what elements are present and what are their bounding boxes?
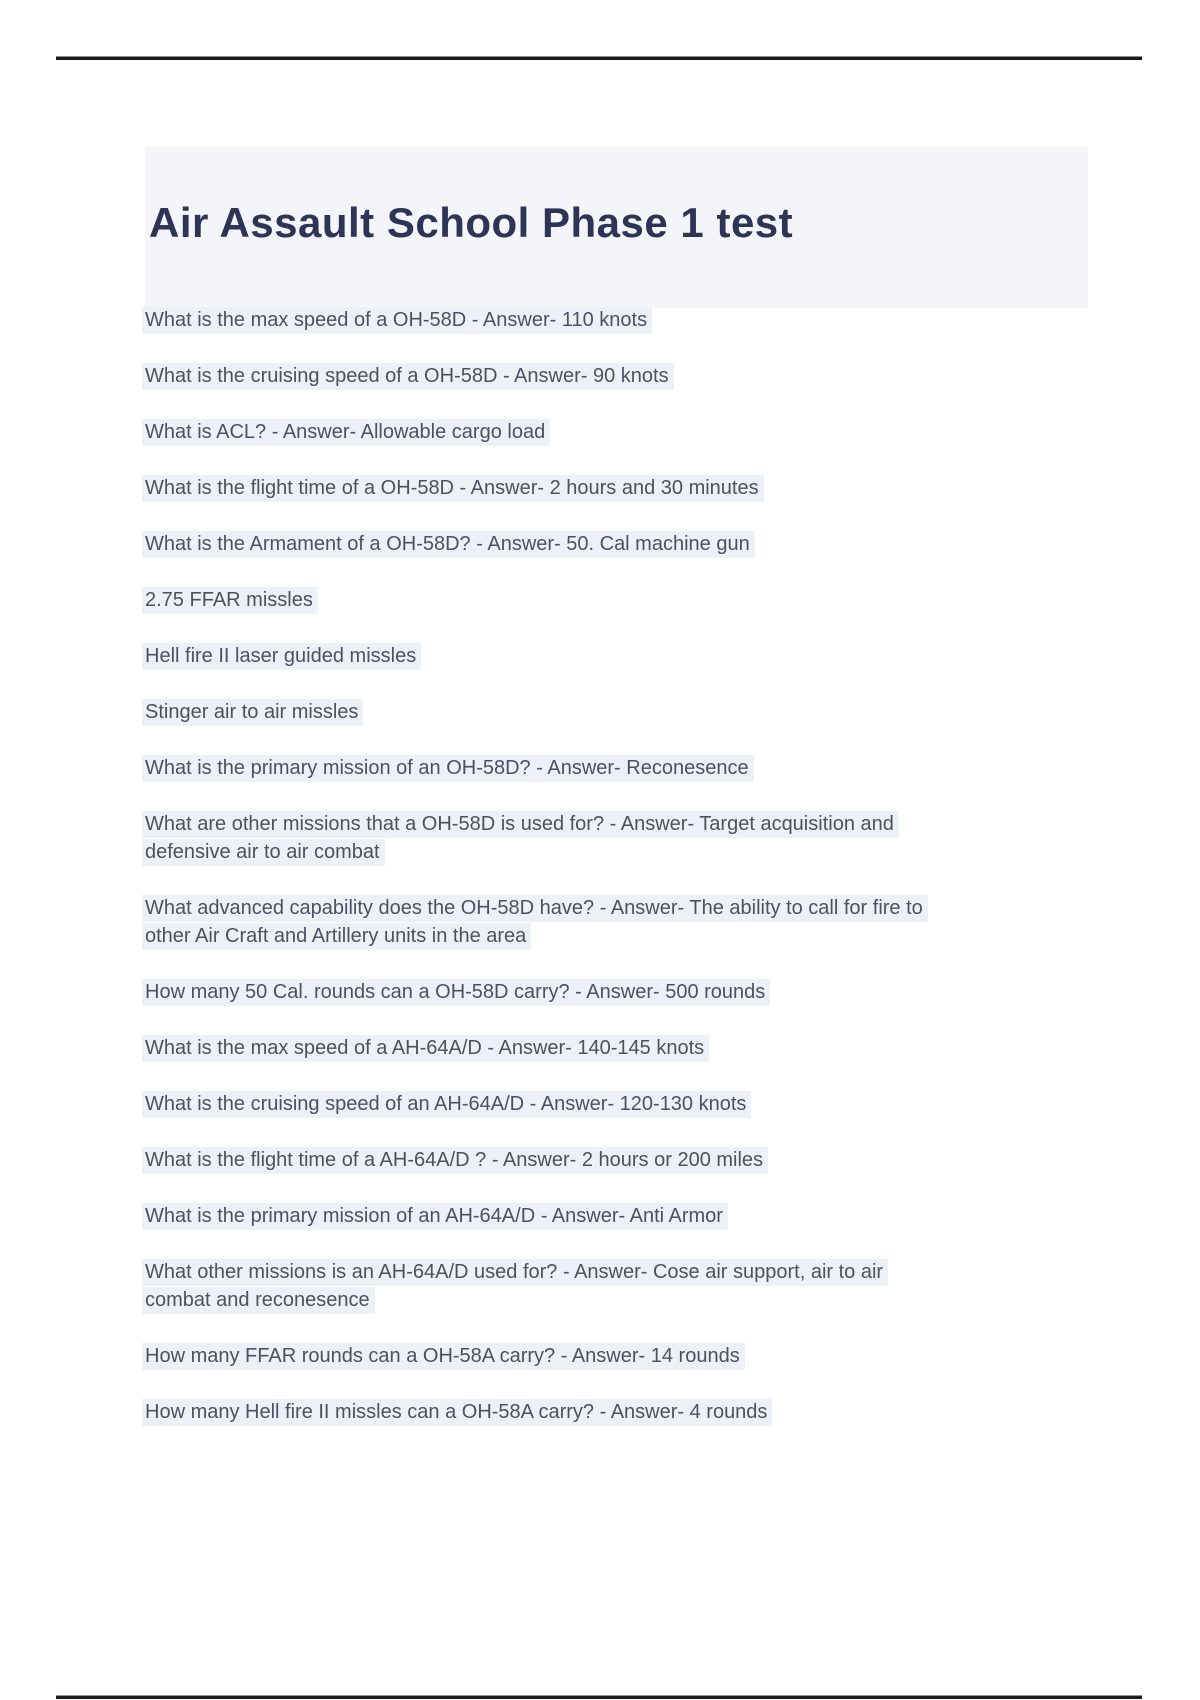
qa-paragraph xyxy=(142,754,1062,782)
qa-line xyxy=(142,894,1062,922)
qa-paragraph xyxy=(142,418,1062,446)
title-banner xyxy=(145,147,1088,308)
qa-line-text: What is ACL? - Answer- Allowable cargo load xyxy=(142,419,550,446)
qa-line-text: What is the cruising speed of a OH-58D - Answer- 90 knots xyxy=(142,363,674,390)
qa-paragraph xyxy=(142,1146,1062,1174)
qa-line-text: defensive air to air combat xyxy=(142,839,385,866)
page-title: Air Assault School Phase 1 test xyxy=(149,199,794,246)
qa-paragraph xyxy=(142,978,1062,1006)
qa-paragraph xyxy=(142,530,1062,558)
qa-line xyxy=(142,1398,1062,1426)
qa-paragraph xyxy=(142,698,1062,726)
qa-line xyxy=(142,1342,1062,1370)
qa-line-text: combat and reconesence xyxy=(142,1287,375,1314)
qa-line-text: What is the Armament of a OH-58D? - Answer- 50. Cal machine gun xyxy=(142,531,755,558)
qa-line-text: What other missions is an AH-64A/D used for? - Answer- Cose air support, air to air xyxy=(142,1259,888,1286)
qa-line-text: What is the primary mission of an OH-58D? - Answer- Reconesence xyxy=(142,755,754,782)
qa-line-text: What advanced capability does the OH-58D have? - Answer- The ability to call for fire to xyxy=(142,895,928,922)
qa-paragraph xyxy=(142,810,1062,866)
qa-line-text: What is the max speed of a OH-58D - Answer- 110 knots xyxy=(142,307,652,334)
qa-line-text: What is the primary mission of an AH-64A/D - Answer- Anti Armor xyxy=(142,1203,728,1230)
qa-paragraph xyxy=(142,1202,1062,1230)
qa-line xyxy=(142,1286,1062,1314)
qa-line-text: How many Hell fire II missles can a OH-58A carry? - Answer- 4 rounds xyxy=(142,1399,772,1426)
qa-line-text: How many FFAR rounds can a OH-58A carry? - Answer- 14 rounds xyxy=(142,1343,745,1370)
qa-line-text: What is the flight time of a AH-64A/D ? - Answer- 2 hours or 200 miles xyxy=(142,1147,768,1174)
qa-line xyxy=(142,306,1062,334)
qa-paragraph xyxy=(142,1342,1062,1370)
qa-paragraph xyxy=(142,586,1062,614)
qa-line xyxy=(142,838,1062,866)
qa-line xyxy=(142,586,1062,614)
qa-line xyxy=(142,418,1062,446)
qa-line xyxy=(142,474,1062,502)
qa-paragraph xyxy=(142,1034,1062,1062)
qa-line-text: How many 50 Cal. rounds can a OH-58D carry? - Answer- 500 rounds xyxy=(142,979,770,1006)
qa-line xyxy=(142,1202,1062,1230)
qa-line xyxy=(142,698,1062,726)
qa-line-text: Stinger air to air missles xyxy=(142,699,363,726)
qa-paragraph xyxy=(142,474,1062,502)
qa-paragraph xyxy=(142,306,1062,334)
qa-paragraph xyxy=(142,1398,1062,1426)
qa-line-text: What is the cruising speed of an AH-64A/D - Answer- 120-130 knots xyxy=(142,1091,751,1118)
qa-paragraph xyxy=(142,1258,1062,1314)
qa-line xyxy=(142,978,1062,1006)
qa-paragraph xyxy=(142,894,1062,950)
qa-line-text: What is the max speed of a AH-64A/D - Answer- 140-145 knots xyxy=(142,1035,709,1062)
qa-line xyxy=(142,642,1062,670)
qa-line xyxy=(142,530,1062,558)
qa-line xyxy=(142,810,1062,838)
qa-paragraph xyxy=(142,362,1062,390)
qa-list xyxy=(142,306,1062,1454)
qa-line-text: 2.75 FFAR missles xyxy=(142,587,318,614)
qa-line-text: What is the flight time of a OH-58D - Answer- 2 hours and 30 minutes xyxy=(142,475,764,502)
qa-paragraph xyxy=(142,1090,1062,1118)
qa-line xyxy=(142,922,1062,950)
qa-paragraph xyxy=(142,642,1062,670)
qa-line-text: other Air Craft and Artillery units in the area xyxy=(142,923,531,950)
top-rule xyxy=(56,56,1142,60)
qa-line xyxy=(142,754,1062,782)
qa-line-text: Hell fire II laser guided missles xyxy=(142,643,421,670)
bottom-rule xyxy=(56,1695,1142,1699)
qa-line xyxy=(142,1258,1062,1286)
qa-line xyxy=(142,1090,1062,1118)
qa-line xyxy=(142,1146,1062,1174)
qa-line xyxy=(142,362,1062,390)
qa-line xyxy=(142,1034,1062,1062)
qa-line-text: What are other missions that a OH-58D is used for? - Answer- Target acquisition and xyxy=(142,811,899,838)
